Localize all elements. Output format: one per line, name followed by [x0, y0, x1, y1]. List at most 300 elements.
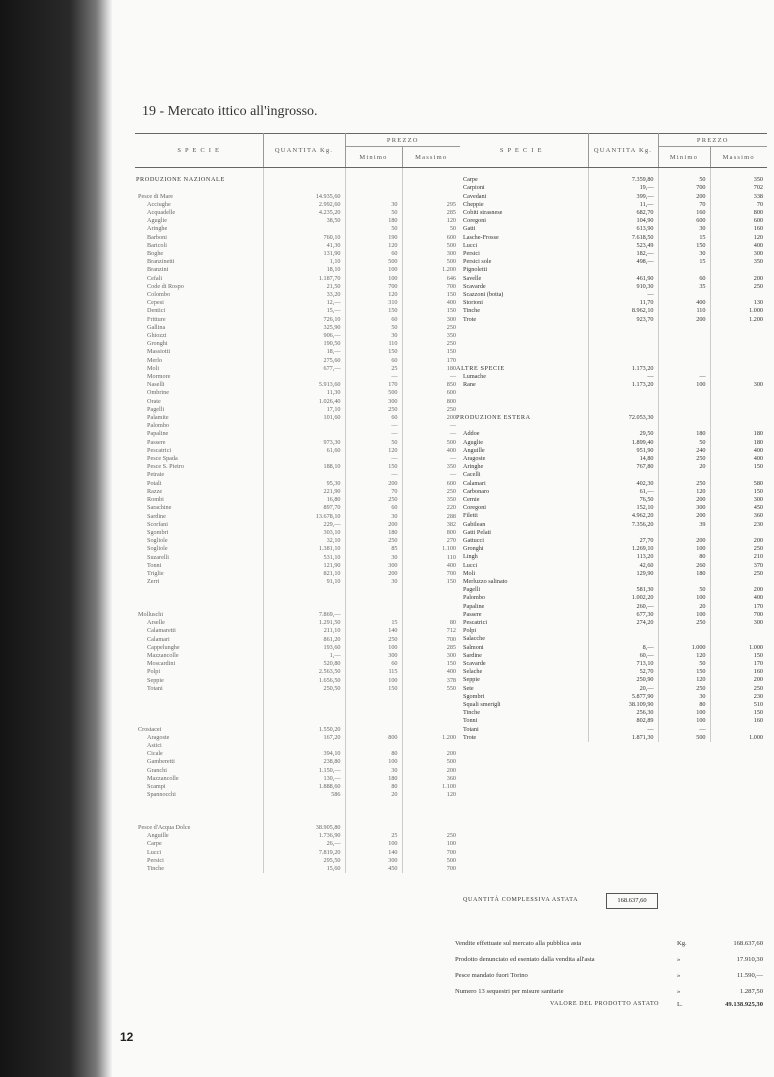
- species-cell: Gronghi: [455, 545, 588, 553]
- species-cell: Rane: [455, 381, 588, 389]
- price-max-cell: 250: [753, 569, 764, 577]
- species-cell: Pesce d'Acqua Dolce: [135, 824, 263, 832]
- price-max-cell: 50: [449, 225, 457, 233]
- species-cell: Crostacei: [135, 726, 263, 734]
- quantity-cell: 802,89: [588, 717, 658, 725]
- table-row: [135, 562, 460, 570]
- quantity-cell: 4.235,20: [263, 209, 345, 217]
- table-row: [455, 619, 767, 627]
- price-max-cell: 300: [446, 651, 457, 659]
- price-min-cell: 200: [345, 570, 402, 578]
- quantity-cell: 1.269,10: [588, 545, 658, 553]
- price-max-cell: 378: [446, 676, 457, 684]
- quantity-cell: [263, 373, 345, 381]
- quantity-cell: [588, 398, 658, 406]
- price-min-cell: [658, 422, 710, 430]
- table-row: [455, 553, 767, 561]
- table-row: [135, 726, 460, 734]
- species-cell: Pesce di Mare: [135, 193, 263, 201]
- species-cell: Mazzancolle: [135, 775, 263, 783]
- quantity-cell: 951,90: [588, 447, 658, 455]
- species-cell: Scazzoni (botta): [455, 291, 588, 299]
- price-min-cell: [658, 168, 710, 177]
- table-row: [135, 545, 460, 553]
- table-body-left: [135, 168, 460, 874]
- table-row: [455, 594, 767, 602]
- price-min-cell: 15: [345, 619, 402, 627]
- species-cell: Carpe: [135, 840, 263, 848]
- price-max-cell: 1.000: [749, 307, 764, 315]
- price-min-cell: 120: [658, 488, 710, 496]
- quantity-cell: 38,50: [263, 217, 345, 225]
- price-max-cell: 1.000: [749, 733, 764, 741]
- price-min-cell: [658, 348, 710, 356]
- table-row: [135, 816, 460, 824]
- quantity-cell: 906,—: [263, 332, 345, 340]
- quantity-cell: [588, 348, 658, 356]
- price-min-cell: [658, 340, 710, 348]
- species-cell: Cernie: [455, 496, 588, 504]
- price-max-cell: 1.100: [442, 783, 457, 791]
- price-max-cell: 300: [446, 250, 457, 257]
- species-cell: Spannocchi: [135, 791, 263, 799]
- price-max-cell: —: [449, 430, 457, 438]
- table-row: [135, 414, 460, 422]
- quantity-cell: 11,70: [588, 299, 658, 307]
- price-max-cell: 370: [753, 561, 764, 569]
- price-min-cell: —: [345, 373, 402, 381]
- price-max-cell: [710, 471, 767, 479]
- quantity-cell: [263, 603, 345, 611]
- table-row: [135, 832, 460, 840]
- table-row: [455, 324, 767, 332]
- price-min-cell: 80: [345, 783, 402, 791]
- table-row: [455, 521, 767, 529]
- price-min-cell: 100: [345, 840, 402, 848]
- species-cell: Pagelli: [455, 586, 588, 594]
- quantity-cell: 394,10: [263, 750, 345, 758]
- species-cell: Totani: [135, 685, 263, 693]
- quantity-cell: 399,—: [588, 193, 658, 201]
- price-min-cell: [345, 184, 402, 192]
- table-row: [135, 660, 460, 668]
- quantity-cell: 1.173,20: [588, 381, 658, 389]
- price-min-cell: 30: [345, 767, 402, 775]
- price-min-cell: 39: [658, 521, 710, 529]
- table-row: [135, 234, 460, 242]
- quantity-cell: 677,30: [588, 611, 658, 619]
- quantity-cell: [588, 471, 658, 479]
- price-min-cell: 300: [658, 504, 710, 512]
- price-max-cell: 200: [753, 536, 764, 544]
- price-min-cell: 500: [345, 258, 402, 266]
- species-cell: Gronghi: [135, 340, 263, 348]
- price-max-cell: 600: [446, 479, 457, 487]
- species-cell: Cepesi: [135, 299, 263, 307]
- species-cell: [135, 595, 263, 603]
- price-min-cell: 310: [345, 299, 402, 307]
- price-max-cell: 160: [753, 668, 764, 676]
- table-row: [135, 808, 460, 816]
- price-max-cell: 1.200: [749, 315, 764, 323]
- price-max-cell: 600: [446, 233, 457, 241]
- header-species-right: S P E C I E: [455, 134, 588, 168]
- quantity-cell: 14.935,60: [263, 193, 345, 201]
- price-max-cell: [710, 578, 767, 586]
- species-cell: Sardine: [135, 513, 263, 521]
- price-max-cell: 400: [446, 668, 457, 676]
- price-max-cell: 250: [446, 487, 457, 495]
- price-max-cell: 300: [753, 250, 764, 258]
- quantity-cell: [263, 430, 345, 438]
- quantity-cell: [588, 324, 658, 332]
- grand-total-label: QUANTITÀ COMPLESSIVA ASTATA: [463, 897, 579, 903]
- price-min-cell: 700: [658, 184, 710, 192]
- summary-unit: »: [677, 956, 681, 963]
- species-cell: Calamari: [135, 636, 263, 644]
- price-max-cell: [710, 406, 767, 414]
- price-min-cell: 250: [658, 685, 710, 693]
- species-cell: Calamari: [455, 480, 588, 488]
- price-min-cell: [345, 693, 402, 701]
- table-row: [455, 480, 767, 488]
- species-cell: Aringhe: [135, 225, 263, 233]
- quantity-cell: 38.109,90: [588, 701, 658, 709]
- price-max-cell: [710, 357, 767, 365]
- table-row: [135, 668, 460, 676]
- quantity-cell: [588, 340, 658, 348]
- species-cell: Palombo: [135, 422, 263, 430]
- table-row: [455, 709, 767, 717]
- table-row: [135, 422, 460, 430]
- price-max-cell: 100: [446, 840, 457, 848]
- price-min-cell: 250: [345, 496, 402, 504]
- price-max-cell: 160: [753, 717, 764, 725]
- quantity-cell: 260,—: [588, 603, 658, 611]
- table-row: [135, 455, 460, 463]
- species-cell: [455, 422, 588, 430]
- quantity-cell: 1.026,40: [263, 398, 345, 406]
- table-row: [135, 840, 460, 848]
- species-cell: ALTRE SPECIE: [455, 365, 588, 373]
- species-cell: Carbonaro: [455, 488, 588, 496]
- species-cell: Salmoni: [455, 644, 588, 652]
- summary-line: [455, 956, 767, 968]
- price-max-cell: 250: [446, 323, 457, 331]
- price-min-cell: 25: [345, 365, 402, 373]
- species-cell: Branzini: [135, 266, 263, 274]
- species-cell: [135, 168, 263, 177]
- quantity-cell: 256,30: [588, 709, 658, 717]
- quantity-cell: 7.359,80: [588, 176, 658, 184]
- price-max-cell: 110: [446, 553, 457, 561]
- species-cell: [455, 340, 588, 348]
- species-cell: Passere: [135, 439, 263, 447]
- price-max-cell: 150: [753, 487, 764, 495]
- table-row: [135, 709, 460, 717]
- quantity-cell: 193,60: [263, 644, 345, 652]
- price-max-cell: 80: [449, 619, 457, 627]
- quantity-cell: 767,80: [588, 463, 658, 471]
- table-row: [135, 529, 460, 537]
- quantity-cell: 682,70: [588, 209, 658, 217]
- price-min-cell: [658, 471, 710, 479]
- species-cell: Filetti: [455, 512, 588, 520]
- summary-unit: Kg.: [677, 940, 687, 947]
- price-min-cell: [345, 193, 402, 201]
- price-min-cell: 180: [345, 529, 402, 537]
- table-row: [135, 283, 460, 291]
- table-body-right: [455, 168, 767, 743]
- summary-line: [455, 940, 767, 952]
- quantity-cell: 229,—: [263, 521, 345, 529]
- table-row: [455, 275, 767, 283]
- species-cell: Cobiti strasnese: [455, 209, 588, 217]
- summary-label: Prodotto denunciato ed esentato dalla vendita all'asta: [455, 956, 595, 963]
- table-row: [455, 693, 767, 701]
- quantity-cell: [263, 816, 345, 824]
- quantity-cell: 325,90: [263, 324, 345, 332]
- species-cell: Triglie: [135, 570, 263, 578]
- price-min-cell: 80: [345, 750, 402, 758]
- table-row: [455, 668, 767, 676]
- table-row: [135, 734, 460, 742]
- table-row: [135, 496, 460, 504]
- price-max-cell: [402, 701, 460, 709]
- quantity-cell: 29,50: [588, 430, 658, 438]
- table-row: [135, 619, 460, 627]
- quantity-cell: 250,50: [263, 685, 345, 693]
- price-max-cell: 500: [446, 438, 457, 446]
- table-row: [135, 381, 460, 389]
- price-min-cell: 250: [658, 480, 710, 488]
- price-max-cell: 160: [753, 225, 764, 233]
- table-row: [455, 562, 767, 570]
- price-min-cell: 300: [345, 652, 402, 660]
- species-cell: Rombi: [135, 496, 263, 504]
- table-row: [455, 439, 767, 447]
- summary-value: 11.590,—: [736, 972, 763, 979]
- species-cell: Pesce S. Pietro: [135, 463, 263, 471]
- summary-value: 168.637,60: [733, 940, 763, 947]
- species-cell: Mormore: [135, 373, 263, 381]
- price-max-cell: 800: [753, 209, 764, 216]
- price-min-cell: 120: [345, 291, 402, 299]
- quantity-cell: [263, 693, 345, 701]
- table-row: [455, 430, 767, 438]
- price-min-cell: 85: [345, 545, 402, 553]
- table-row: [455, 627, 767, 635]
- price-max-cell: 300: [753, 619, 764, 627]
- price-max-cell: [402, 611, 460, 619]
- price-max-cell: 150: [446, 578, 457, 586]
- quantity-cell: 923,70: [588, 316, 658, 324]
- price-min-cell: 30: [345, 513, 402, 521]
- quantity-cell: 1.187,70: [263, 275, 345, 283]
- price-max-cell: [402, 586, 460, 594]
- species-cell: Gamberetti: [135, 758, 263, 766]
- quantity-cell: [263, 800, 345, 808]
- price-max-cell: 200: [446, 750, 457, 758]
- price-min-cell: 100: [658, 611, 710, 619]
- price-max-cell: [402, 742, 460, 750]
- price-min-cell: 180: [658, 570, 710, 578]
- table-row: [135, 357, 460, 365]
- table-row: [455, 471, 767, 479]
- page-title: 19 - Mercato ittico all'ingrosso.: [142, 104, 318, 119]
- table-row: [135, 365, 460, 373]
- price-max-cell: 170: [753, 660, 764, 668]
- price-max-cell: [402, 693, 460, 701]
- quantity-cell: 2.992,60: [263, 201, 345, 209]
- quantity-cell: [588, 357, 658, 365]
- quantity-cell: 38.905,80: [263, 824, 345, 832]
- species-cell: Gattucci: [455, 537, 588, 545]
- price-max-cell: 200: [446, 766, 457, 774]
- quantity-cell: [263, 184, 345, 192]
- species-cell: Scorfani: [135, 521, 263, 529]
- quantity-cell: 274,20: [588, 619, 658, 627]
- price-min-cell: 180: [345, 775, 402, 783]
- species-cell: Gallina: [135, 324, 263, 332]
- price-min-cell: [345, 742, 402, 750]
- price-min-cell: 120: [658, 652, 710, 660]
- quantity-cell: 1.173,20: [588, 365, 658, 373]
- table-row: [455, 250, 767, 258]
- price-max-cell: 230: [753, 520, 764, 528]
- species-cell: Scampi: [135, 783, 263, 791]
- quantity-cell: [263, 168, 345, 177]
- price-max-cell: 200: [446, 414, 457, 422]
- price-min-cell: [345, 816, 402, 824]
- price-min-cell: 30: [658, 693, 710, 701]
- quantity-cell: [588, 578, 658, 586]
- price-max-cell: 702: [753, 184, 764, 192]
- quantity-cell: [263, 455, 345, 463]
- table-row: [455, 332, 767, 340]
- species-cell: Aragoste: [455, 455, 588, 463]
- table-row: [135, 463, 460, 471]
- species-cell: Merlo: [135, 357, 263, 365]
- table-row: [135, 332, 460, 340]
- table-row: [135, 513, 460, 521]
- species-cell: Lucci: [455, 242, 588, 250]
- species-cell: Branzinetti: [135, 258, 263, 266]
- price-min-cell: 30: [345, 578, 402, 586]
- price-min-cell: 250: [345, 636, 402, 644]
- price-min-cell: [658, 627, 710, 635]
- price-max-cell: [402, 726, 460, 734]
- price-max-cell: 550: [446, 684, 457, 692]
- species-cell: Sardine: [455, 652, 588, 660]
- species-cell: Trote: [455, 316, 588, 324]
- quantity-cell: [263, 808, 345, 816]
- quantity-cell: —: [588, 291, 658, 299]
- species-cell: Gabilean: [455, 521, 588, 529]
- price-max-cell: 360: [446, 774, 457, 782]
- quantity-cell: 42,60: [588, 562, 658, 570]
- species-cell: Pignoletti: [455, 266, 588, 274]
- quantity-cell: 182,—: [588, 250, 658, 258]
- species-cell: Tinche: [455, 709, 588, 717]
- quantity-cell: 295,50: [263, 857, 345, 865]
- quantity-cell: 8,—: [588, 644, 658, 652]
- table-row: [135, 570, 460, 578]
- species-cell: Lumache: [455, 373, 588, 381]
- species-cell: Palamite: [135, 414, 263, 422]
- quantity-cell: 1.291,50: [263, 619, 345, 627]
- price-min-cell: 180: [345, 217, 402, 225]
- price-min-cell: 100: [658, 594, 710, 602]
- quantity-cell: 16,80: [263, 496, 345, 504]
- price-min-cell: 30: [345, 554, 402, 562]
- price-max-cell: 300: [753, 495, 764, 503]
- price-min-cell: 70: [345, 488, 402, 496]
- price-min-cell: [658, 365, 710, 373]
- quantity-cell: 7.356,20: [588, 521, 658, 529]
- table-row: [135, 800, 460, 808]
- quantity-cell: 61,60: [263, 447, 345, 455]
- price-max-cell: 180: [753, 438, 764, 446]
- price-min-cell: —: [658, 373, 710, 381]
- quantity-cell: [263, 176, 345, 184]
- quantity-cell: 32,10: [263, 537, 345, 545]
- price-max-cell: 200: [753, 586, 764, 594]
- price-min-cell: [658, 635, 710, 643]
- price-min-cell: 180: [658, 430, 710, 438]
- price-min-cell: 100: [345, 677, 402, 685]
- species-cell: Sete: [455, 685, 588, 693]
- price-max-cell: 1.200: [442, 733, 457, 741]
- summary-label: VALORE DEL PRODOTTO ASTATO: [550, 1001, 660, 1007]
- table-row: [135, 783, 460, 791]
- species-cell: Persici: [455, 250, 588, 258]
- table-row: [135, 685, 460, 693]
- price-min-cell: [345, 717, 402, 725]
- price-min-cell: 150: [658, 242, 710, 250]
- table-row: [455, 357, 767, 365]
- price-min-cell: 300: [345, 398, 402, 406]
- species-cell: [455, 357, 588, 365]
- price-max-cell: 285: [446, 208, 457, 216]
- quantity-cell: 861,20: [263, 636, 345, 644]
- table-row: [455, 266, 767, 274]
- quantity-cell: [588, 422, 658, 430]
- species-cell: Tinche: [135, 865, 263, 873]
- table-row: [455, 348, 767, 356]
- quantity-cell: 18,—: [263, 348, 345, 356]
- price-min-cell: 25: [345, 832, 402, 840]
- species-cell: Astici: [135, 742, 263, 750]
- price-min-cell: 500: [345, 389, 402, 397]
- table-row: [135, 266, 460, 274]
- price-max-cell: 200: [753, 274, 764, 282]
- species-cell: [135, 603, 263, 611]
- table-row: [455, 660, 767, 668]
- species-cell: Colombo: [135, 291, 263, 299]
- price-min-cell: 200: [658, 316, 710, 324]
- species-cell: Fritture: [135, 316, 263, 324]
- table-row: [455, 496, 767, 504]
- table-row: [135, 750, 460, 758]
- species-cell: [455, 332, 588, 340]
- table-row: [135, 307, 460, 315]
- table-row: [135, 504, 460, 512]
- price-min-cell: 250: [658, 619, 710, 627]
- price-max-cell: [402, 176, 460, 184]
- species-cell: PRODUZIONE ESTERA: [455, 414, 588, 422]
- price-max-cell: 300: [446, 315, 457, 323]
